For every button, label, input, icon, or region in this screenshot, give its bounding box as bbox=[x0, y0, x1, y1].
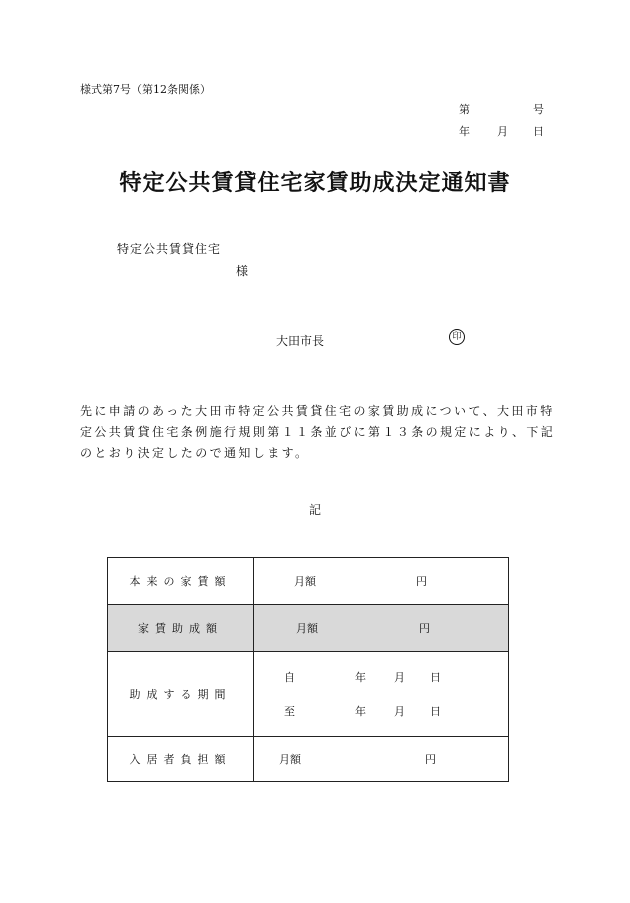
monthly-label: 月額 bbox=[296, 622, 318, 635]
issuer-name: 大田市長 bbox=[276, 334, 325, 348]
period-from-line bbox=[254, 660, 508, 694]
document-number-label: 第 bbox=[459, 103, 470, 116]
period-day-label: 日 bbox=[430, 671, 441, 684]
period-to-label: 至 bbox=[284, 705, 295, 718]
ki-heading: 記 bbox=[308, 503, 321, 517]
period-to-line bbox=[254, 694, 508, 728]
addressee-honorific: 様 bbox=[236, 264, 249, 278]
form-number: 様式第7号（第12条関係） bbox=[80, 83, 211, 96]
addressee: 特定公共賃貸住宅 bbox=[117, 242, 222, 256]
period-month-label: 月 bbox=[394, 671, 405, 684]
cell-rent-subsidy bbox=[254, 605, 509, 652]
table-row bbox=[108, 737, 509, 782]
period-year-label: 年 bbox=[355, 705, 366, 718]
row-label-subsidy-period: 助成する期間 bbox=[108, 652, 254, 737]
seal-mark: 印 bbox=[449, 329, 465, 345]
notice-body: 先に申請のあった大田市特定公共賃貸住宅の家賃助成について、大田市特定公共賃貸住宅条例施行規則第１１条並びに第１３条の規定により、下記のとおり決定したので通知します。 bbox=[80, 404, 556, 460]
period-year-label: 年 bbox=[355, 671, 366, 684]
monthly-label: 月額 bbox=[294, 575, 316, 588]
period-from-label: 自 bbox=[284, 671, 295, 684]
document-number-suffix: 号 bbox=[533, 103, 544, 116]
yen-label: 円 bbox=[416, 575, 427, 588]
yen-label: 円 bbox=[419, 622, 430, 635]
table-row bbox=[108, 558, 509, 605]
cell-subsidy-period bbox=[254, 652, 509, 737]
period-month-label: 月 bbox=[394, 705, 405, 718]
yen-label: 円 bbox=[425, 753, 436, 766]
row-label-original-rent: 本来の家賃額 bbox=[108, 558, 254, 605]
date-month-label: 月 bbox=[497, 125, 508, 138]
table-row bbox=[108, 652, 509, 737]
row-label-tenant-burden: 入居者負担額 bbox=[108, 737, 254, 782]
row-label-rent-subsidy: 家賃助成額 bbox=[108, 605, 254, 652]
monthly-label: 月額 bbox=[279, 753, 301, 766]
cell-original-rent bbox=[254, 558, 509, 605]
cell-tenant-burden bbox=[254, 737, 509, 782]
date-day-label: 日 bbox=[533, 125, 544, 138]
subsidy-table bbox=[107, 557, 509, 782]
table-row bbox=[108, 605, 509, 652]
date-year-label: 年 bbox=[459, 125, 470, 138]
document-title: 特定公共賃貸住宅家賃助成決定通知書 bbox=[119, 170, 511, 196]
period-day-label: 日 bbox=[430, 705, 441, 718]
